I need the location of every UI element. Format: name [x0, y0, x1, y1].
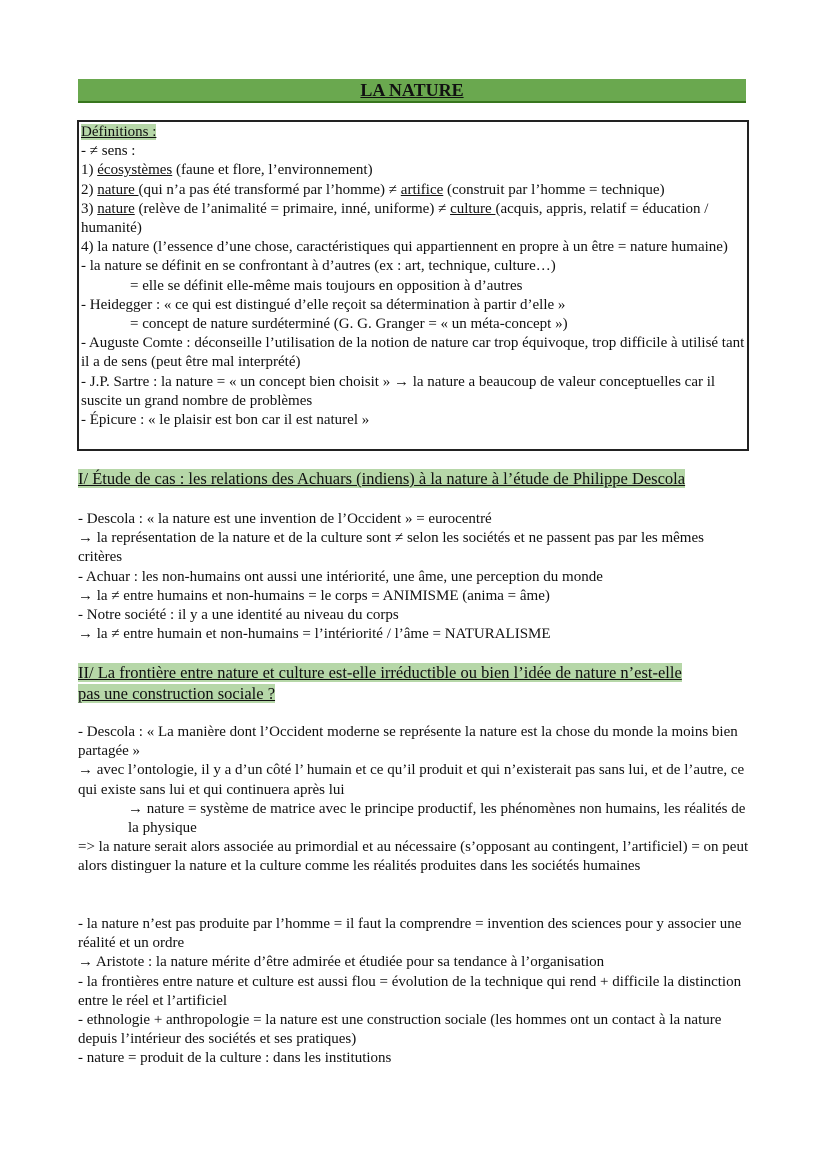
- definitions-box: [77, 120, 749, 451]
- title-banner: [78, 79, 746, 103]
- s2-paragraph: - la frontières entre nature et culture est aussi flou = évolution de la technique qui rend + difficile la distinction entre le réel et l’artificiel: [78, 973, 742, 1009]
- s1-line: → la ≠ entre humains et non-humains = le corps = ANIMISME (anima = âme): [78, 587, 550, 604]
- s1-line: - Descola : « la nature est une invention de l’Occident » = eurocentré: [78, 511, 492, 527]
- senses-intro: - ≠ sens :: [81, 143, 136, 160]
- s1-line: - Notre société : il y a une identité au niveau du corps: [78, 607, 399, 624]
- s2-paragraph: → nature = système de matrice avec le principe productif, les phénomènes non humains, les réalités de la physique: [128, 800, 746, 837]
- s1-line: → la représentation de la nature et de la culture sont ≠ selon les sociétés et ne passent pas par les mêmes critères: [78, 530, 704, 566]
- def-line-confrontation: - la nature se définit en se confrontant à d’autres (ex : art, technique, culture…): [81, 258, 556, 275]
- def-line-opposition: = elle se définit elle-même mais toujours en opposition à d’autres: [130, 277, 523, 294]
- section-2-body-cont: [78, 915, 750, 1069]
- s1-line: - Achuar : les non-humains ont aussi une intériorité, une âme, une perception du monde: [78, 568, 603, 585]
- sense-3: 3) nature (relève de l’animalité = primaire, inné, uniforme) ≠ culture (acquis, appris, relatif = éducation / humanité): [81, 200, 709, 237]
- sense-1: 1) écosystèmes (faune et flore, l’environnement): [81, 162, 373, 179]
- s2-paragraph: → avec l’ontologie, il y a d’un côté l’ humain et ce qu’il produit et qui n’existerait pas sans lui, et de l’autre, ce qui existe sans lui et qui continuera après lui: [78, 762, 745, 798]
- section-2-heading: II/ La frontière entre nature et culture est-elle irréductible ou bien l’idée de nature n’est-elle pas une construction sociale ?: [78, 663, 682, 703]
- def-line-heidegger: - Heidegger : « ce qui est distingué d’elle reçoit sa détermination à partir d’elle »: [81, 296, 566, 313]
- s1-line: → la ≠ entre humain et non-humains = l’intériorité / l’âme = NATURALISME: [78, 626, 551, 643]
- s2-paragraph: - ethnologie + anthropologie = la nature est une construction sociale (les hommes ont un contact à la nature depuis l’intérieur des sociétés et ses pratiques): [78, 1012, 722, 1048]
- section-1-body: [78, 510, 750, 644]
- page-title: LA NATURE: [360, 80, 464, 100]
- def-line-granger: = concept de nature surdéterminé (G. G. Granger = « un méta-concept »): [130, 316, 568, 333]
- section-1-heading: I/ Étude de cas : les relations des Achuars (indiens) à la nature à l’étude de Philippe Descola: [78, 469, 686, 488]
- s2-paragraph: - Descola : « La manière dont l’Occident moderne se représente la nature est la chose du monde la moins bien partagée »: [78, 724, 738, 760]
- definitions-heading: Définitions :: [81, 124, 157, 140]
- s2-paragraph: → Aristote : la nature mérite d’être admirée et étudiée pour sa tendance à l’organisation: [78, 954, 605, 971]
- s2-paragraph: => la nature serait alors associée au primordial et au nécessaire (s’opposant au contingent, l’artificiel) = on peut alors distinguer la nature et la culture comme les réalités produites dans les sociétés humaines: [78, 839, 749, 875]
- section-2-body: [78, 723, 750, 877]
- s2-paragraph: - nature = produit de la culture : dans les institutions: [78, 1050, 392, 1067]
- sense-4: 4) la nature (l’essence d’une chose, caractéristiques qui appartiennent en propre à un être = nature humaine): [81, 239, 728, 256]
- s2-paragraph: - la nature n’est pas produite par l’homme = il faut la comprendre = invention des sciences pour y associer une réalité et un ordre: [78, 916, 742, 952]
- def-line-sartre: - J.P. Sartre : la nature = « un concept bien choisit » → la nature a beaucoup de valeur conceptuelles car il suscite un grand nombre de problèmes: [81, 373, 716, 409]
- def-line-comte: - Auguste Comte : déconseille l’utilisation de la notion de nature car trop équivoque, trop difficile à utilisé tant il a de sens (peut être mal interprété): [81, 335, 745, 371]
- def-line-epicure: - Épicure : « le plaisir est bon car il est naturel »: [81, 412, 370, 429]
- sense-2: 2) nature (qui n’a pas été transformé par l’homme) ≠ artifice (construit par l’homme = technique): [81, 181, 665, 198]
